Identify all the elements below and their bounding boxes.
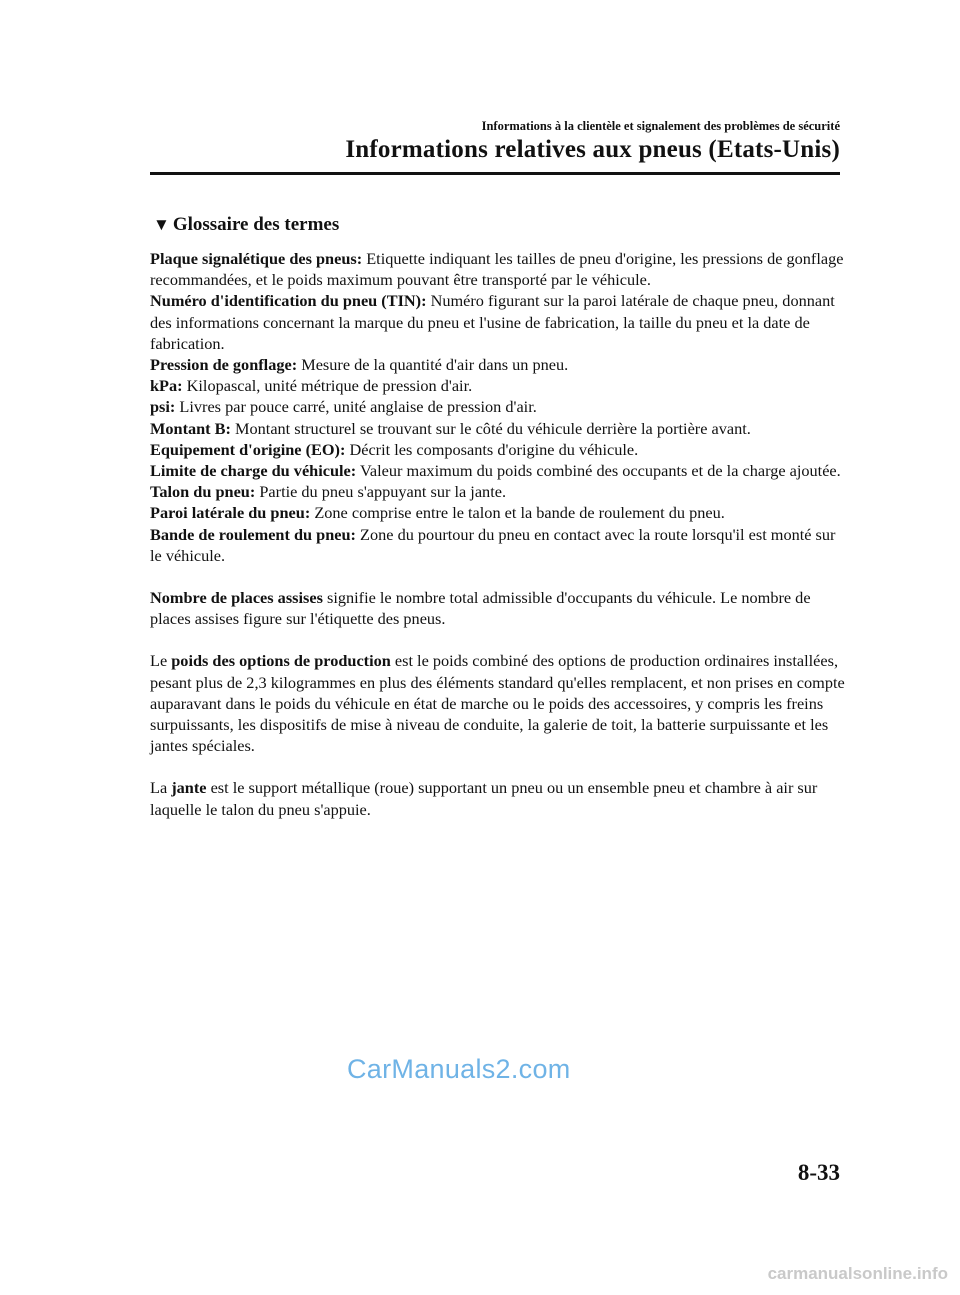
glossary-body xyxy=(150,248,850,820)
page-number: 8-33 xyxy=(797,1160,840,1185)
running-header-subtitle: Informations à la clientèle et signalement des problèmes de sécurité xyxy=(481,119,840,133)
glossary-definition: Etiquette indiquant les tailles de pneu d'origine, les pressions de gonflage recommandées, et le poids maximum pouvant être transporté par le véhicule. xyxy=(150,249,844,290)
glossary-term: kPa: xyxy=(150,376,183,396)
glossary-entry xyxy=(150,290,850,354)
header-divider xyxy=(150,172,840,175)
glossary-entry xyxy=(150,354,850,375)
glossary-definition: Valeur maximum du poids combiné des occupants et de la charge ajoutée. xyxy=(359,461,841,481)
glossary-definition: Mesure de la quantité d'air dans un pneu. xyxy=(301,355,569,375)
body-paragraph: La jante est le support métallique (roue) supportant un pneu ou un ensemble pneu et chambre à air sur laquelle le talon du pneu s'appuie. xyxy=(150,778,818,819)
glossary-term: Numéro d'identification du pneu (TIN): xyxy=(150,291,427,311)
glossary-entry xyxy=(150,248,850,290)
section-heading xyxy=(153,214,339,236)
glossary-term: Bande de roulement du pneu: xyxy=(150,524,356,544)
defined-term: jante xyxy=(171,778,207,798)
glossary-term: Equipement d'origine (EO): xyxy=(150,439,346,459)
glossary-definition: Décrit les composants d'origine du véhicule. xyxy=(349,439,639,459)
glossary-definition: Zone comprise entre le talon et la bande de roulement du pneu. xyxy=(314,503,725,523)
glossary-term: Talon du pneu: xyxy=(150,482,256,502)
glossary-definition: Partie du pneu s'appuyant sur la jante. xyxy=(259,482,507,502)
glossary-entry xyxy=(150,439,850,460)
glossary-term: Montant B: xyxy=(150,418,231,438)
triangle-down-icon: ▼ xyxy=(153,215,170,234)
glossary-entry xyxy=(150,460,850,481)
glossary-entry xyxy=(150,375,850,396)
glossary-definition: Livres par pouce carré, unité anglaise de pression d'air. xyxy=(179,397,537,417)
glossary-definition: Kilopascal, unité métrique de pression d'air. xyxy=(186,376,473,396)
footer-watermark: carmanualsonline.info xyxy=(767,1264,948,1283)
glossary-definition: Montant structurel se trouvant sur le côté du véhicule derrière la portière avant. xyxy=(235,418,751,438)
glossary-entry xyxy=(150,481,850,502)
body-paragraph: Le poids des options de production est le poids combiné des options de production ordinaires installées, pesant plus de 2,3 kilogrammes en plus des éléments standard qu'elles remplacent, et non prises en compte auparavant dans le poids du véhicule en état de marche ou le poids des accessoires, y compris les freins surpuissants, les dispositifs de mise à niveau de conduite, la galerie de toit, la batterie surpuissante et les jantes spéciales. xyxy=(150,651,845,756)
glossary-term: psi: xyxy=(150,397,176,417)
glossary-entry xyxy=(150,418,850,439)
glossary-definition: Numéro figurant sur la paroi latérale de chaque pneu, donnant des informations concernant la marque du pneu et l'usine de fabrication, la taille du pneu et la date de fabrication. xyxy=(150,291,835,353)
body-paragraph: Nombre de places assises signifie le nombre total admissible d'occupants du véhicule. Le nombre de places assises figure sur l'étiquette des pneus. xyxy=(150,588,811,629)
glossary-entry xyxy=(150,396,850,417)
page-title: Informations relatives aux pneus (Etats-Unis) xyxy=(345,136,840,163)
glossary-term: Pression de gonflage: xyxy=(150,355,298,375)
glossary-entry xyxy=(150,502,850,523)
glossary-term: Limite de charge du véhicule: xyxy=(150,461,357,481)
glossary-definition: Zone du pourtour du pneu en contact avec la route lorsqu'il est monté sur le véhicule. xyxy=(150,524,836,565)
section-heading-text: Glossaire des termes xyxy=(172,214,340,235)
glossary-term: Plaque signalétique des pneus: xyxy=(150,249,363,268)
glossary-entry xyxy=(150,524,850,566)
defined-term: Nombre de places assises xyxy=(150,588,323,608)
defined-term: poids des options de production xyxy=(171,651,391,671)
glossary-term: Paroi latérale du pneu: xyxy=(150,503,311,523)
watermark-logo: CarManuals2.com xyxy=(347,1054,571,1084)
